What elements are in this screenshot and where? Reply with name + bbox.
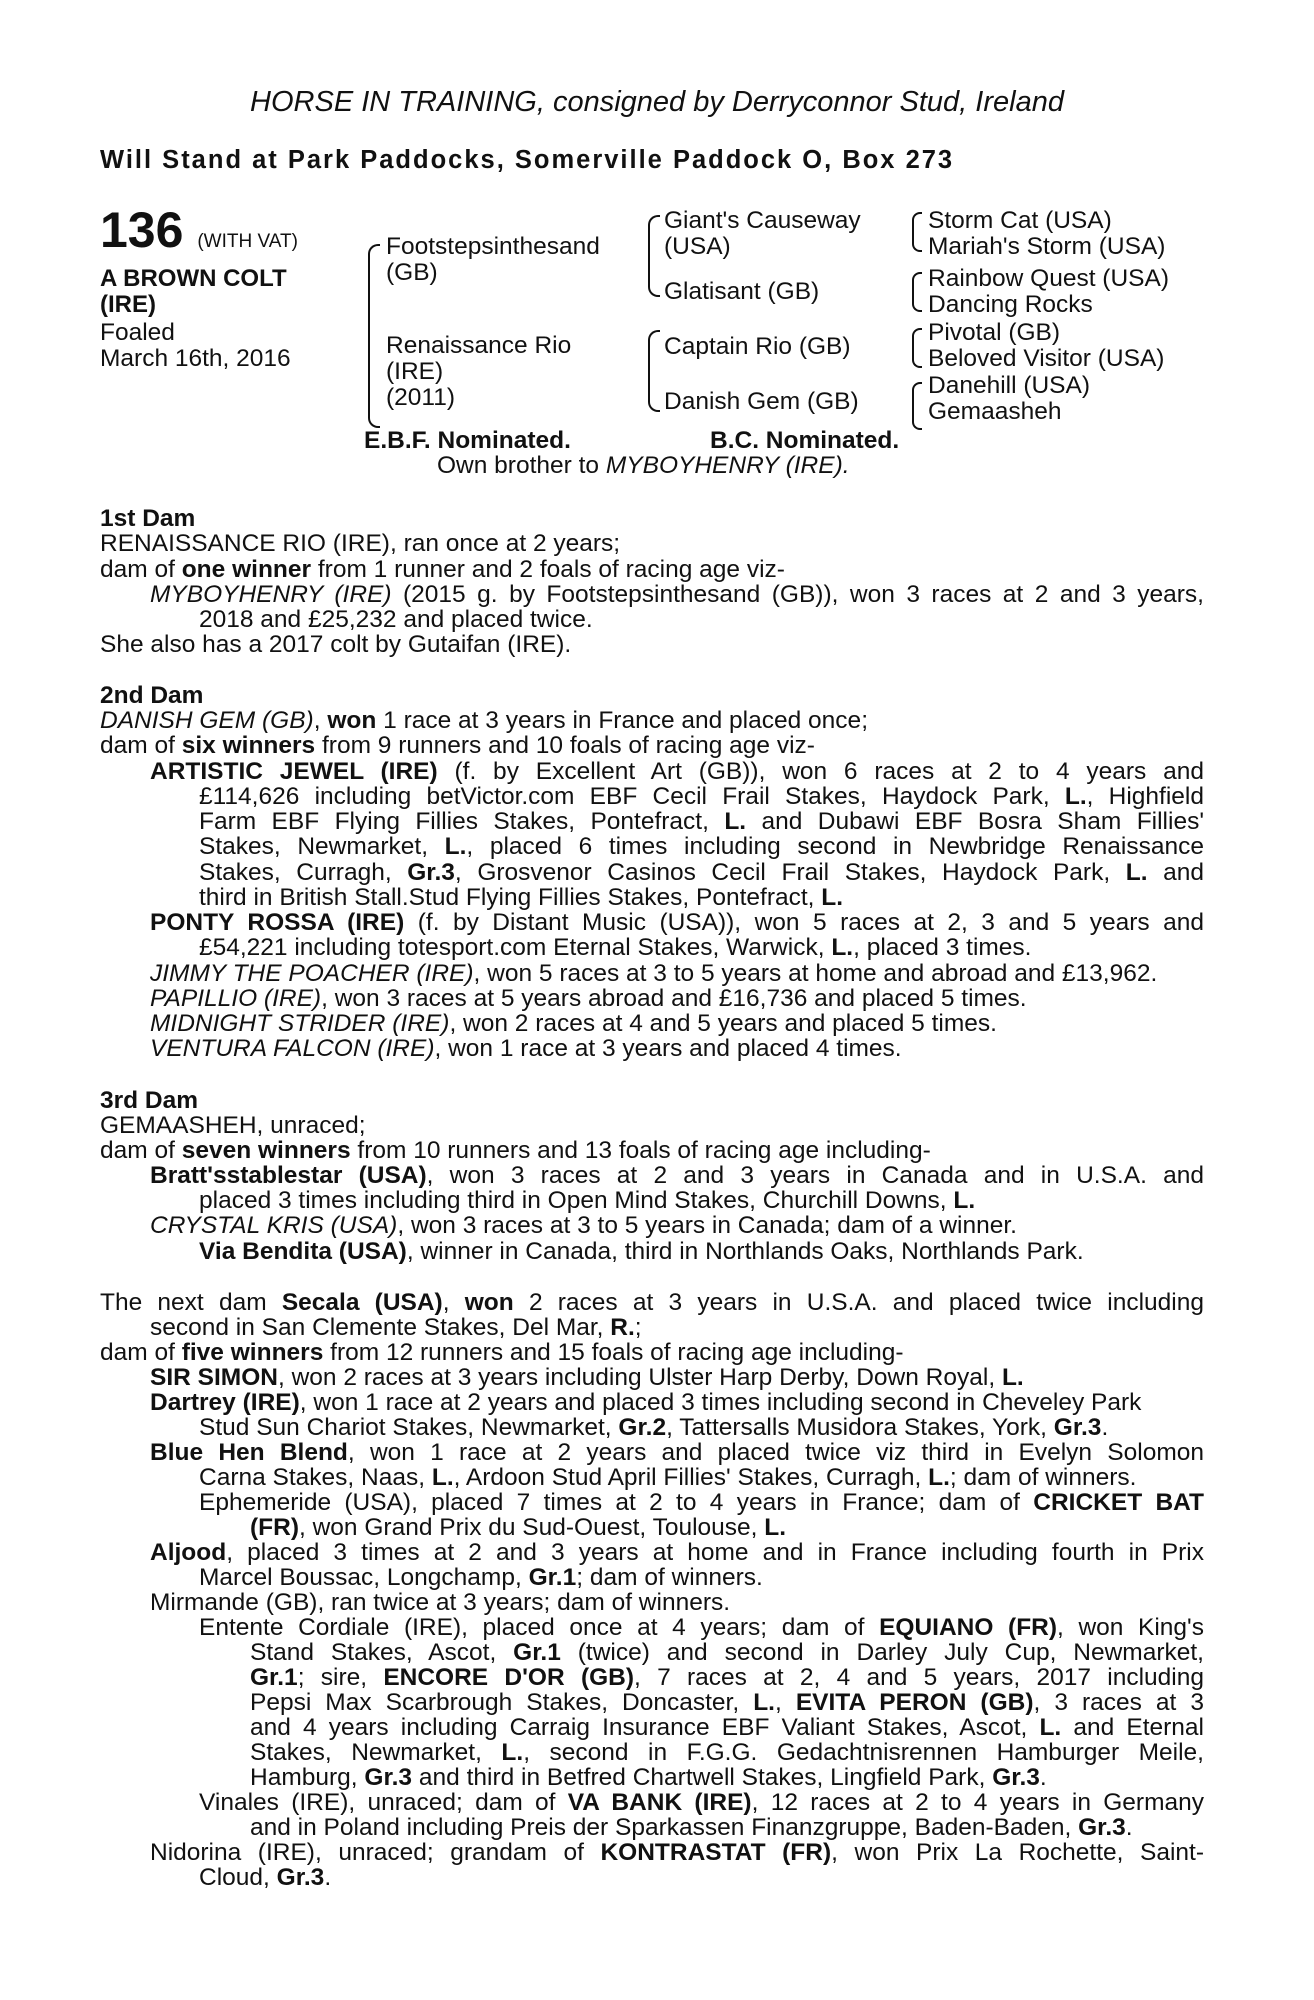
next-dam-winner-line: (FR), won Grand Prix du Sud-Ouest, Toulouse, L. (250, 1514, 787, 1541)
dam2-winner-line: Stakes, Curragh, Gr.3, Grosvenor Casinos Cecil Frail Stakes, Haydock Park, L. and (199, 859, 1204, 886)
next-dam-winner-line: Marcel Boussac, Longchamp, Gr.1; dam of winners. (199, 1564, 763, 1591)
dam3-line: GEMAASHEH, unraced; (100, 1112, 366, 1139)
pedigree-dss: Pivotal (GB) (928, 319, 1061, 346)
next-dam-winner-line: Hamburg, Gr.3 and third in Betfred Chartwell Stakes, Lingfield Park, Gr.3. (250, 1764, 1047, 1791)
next-dam-winner-line: Nidorina (IRE), unraced; grandam of KONTRASTAT (FR), won Prix La Rochette, Saint- (150, 1839, 1204, 1866)
pedigree-brace-dd (912, 382, 922, 430)
foaled-label: Foaled (100, 319, 175, 346)
section-1st-dam-heading: 1st Dam (100, 505, 196, 532)
next-dam-winner-line: Stand Stakes, Ascot, Gr.1 (twice) and second in Darley July Cup, Newmarket, (250, 1639, 1204, 1666)
next-dam-winner-line: Stud Sun Chariot Stakes, Newmarket, Gr.2, Tattersalls Musidora Stakes, York, Gr.3. (199, 1414, 1109, 1441)
section-2nd-dam-heading: 2nd Dam (100, 682, 204, 709)
dam3-winner-line: placed 3 times including third in Open Mind Stakes, Churchill Downs, L. (199, 1187, 976, 1214)
next-dam-line: The next dam Secala (USA), won 2 races at 3 years in U.S.A. and placed twice including (100, 1289, 1204, 1316)
page-subtitle: Will Stand at Park Paddocks, Somerville Paddock O, Box 273 (100, 146, 955, 174)
next-dam-winner-line: and 4 years including Carraig Insurance EBF Valiant Stakes, Ascot, L. and Eternal (250, 1714, 1205, 1741)
next-dam-winner-line: Ephemeride (USA), placed 7 times at 2 to 4 years in France; dam of CRICKET BAT (199, 1489, 1204, 1516)
pedigree-brace-dam (648, 330, 660, 412)
dam1-line: RENAISSANCE RIO (IRE), ran once at 2 years; (100, 530, 621, 557)
next-dam-line: dam of five winners from 12 runners and 15 foals of racing age including- (100, 1339, 904, 1366)
pedigree-ssd: Mariah's Storm (USA) (928, 233, 1166, 260)
pedigree-dd: Danish Gem (GB) (664, 388, 859, 415)
dam3-winner-line: Bratt'sstablestar (USA), won 3 races at 2 and 3 years in Canada and in U.S.A. and (150, 1162, 1204, 1189)
next-dam-winner-line: Gr.1; sire, ENCORE D'OR (GB), 7 races at 2, 4 and 5 years, 2017 including (250, 1664, 1204, 1691)
pedigree-sire: Footstepsinthesand (386, 233, 600, 260)
pedigree-dam-year: (2011) (386, 384, 456, 411)
pedigree-ddd: Gemaasheh (928, 398, 1062, 425)
lot-number: 136 (100, 202, 184, 258)
pedigree-dam: Renaissance Rio (386, 332, 572, 359)
dam2-winner-line: PAPILLIO (IRE), won 3 races at 5 years abroad and £16,736 and placed 5 times. (150, 985, 1027, 1012)
dam2-winner-line: PONTY ROSSA (IRE) (f. by Distant Music (USA)), won 5 races at 2, 3 and 5 years and (150, 909, 1204, 936)
dam2-winner-line: third in British Stall.Stud Flying Fillies Stakes, Pontefract, L. (199, 884, 844, 911)
pedigree-dam-country: (IRE) (386, 358, 444, 385)
pedigree-ds: Captain Rio (GB) (664, 333, 851, 360)
pedigree-sss: Storm Cat (USA) (928, 207, 1112, 234)
dam3-line: dam of seven winners from 10 runners and 13 foals of racing age including- (100, 1137, 931, 1164)
dam2-winner-line: VENTURA FALCON (IRE), won 1 race at 3 years and placed 4 times. (150, 1035, 902, 1062)
next-dam-winner-line: Entente Cordiale (IRE), placed once at 4 years; dam of EQUIANO (FR), won King's (199, 1614, 1204, 1641)
dam2-winner-line: Stakes, Newmarket, L., placed 6 times including second in Newbridge Renaissance (199, 833, 1204, 860)
lot-description-country: (IRE) (100, 291, 156, 318)
dam3-winner-line: CRYSTAL KRIS (USA), won 3 races at 3 to 5 years in Canada; dam of a winner. (150, 1212, 1017, 1239)
dam1-winner-line: MYBOYHENRY (IRE) (2015 g. by Footstepsinthesand (GB)), won 3 races at 2 and 3 years, (150, 581, 1204, 608)
pedigree-sire-country: (GB) (386, 259, 438, 286)
pedigree-brace-sire (648, 215, 660, 297)
next-dam-winner-line: Cloud, Gr.3. (199, 1864, 332, 1891)
pedigree-dsd: Beloved Visitor (USA) (928, 345, 1165, 372)
next-dam-winner-line: Pepsi Max Scarbrough Stakes, Doncaster, L., EVITA PERON (GB), 3 races at 3 (250, 1689, 1204, 1716)
next-dam-winner-line: Mirmande (GB), ran twice at 3 years; dam of winners. (150, 1589, 731, 1616)
dam1-line: She also has a 2017 colt by Gutaifan (IRE). (100, 631, 572, 658)
foaled-date: March 16th, 2016 (100, 345, 291, 372)
dam2-winner-line: ARTISTIC JEWEL (IRE) (f. by Excellent Art (GB)), won 6 races at 2 to 4 years and (150, 758, 1204, 785)
pedigree-ss-country: (USA) (664, 233, 731, 260)
dam2-winner-line: Farm EBF Flying Fillies Stakes, Pontefract, L. and Dubawi EBF Bosra Sham Fillies' (199, 808, 1204, 835)
lot-number-block (100, 202, 298, 267)
dam2-winner-line: JIMMY THE POACHER (IRE), won 5 races at 3 to 5 years at home and abroad and £13,962. (150, 960, 1158, 987)
pedigree-brace-ds (912, 328, 922, 368)
dam2-line: DANISH GEM (GB), won 1 race at 3 years in France and placed once; (100, 707, 868, 734)
next-dam-winner-line: Aljood, placed 3 times at 2 and 3 years at home and in France including fourth in Prix (150, 1539, 1204, 1566)
dam1-winner-line: 2018 and £25,232 and placed twice. (199, 606, 593, 633)
pedigree-sds: Rainbow Quest (USA) (928, 265, 1170, 292)
page-title: HORSE IN TRAINING, consigned by Derryconnor Stud, Ireland (250, 86, 1064, 118)
next-dam-winner-line: Carna Stakes, Naas, L., Ardoon Stud April Fillies' Stakes, Curragh, L.; dam of winners. (199, 1464, 1137, 1491)
pedigree-ss: Giant's Causeway (664, 207, 861, 234)
dam2-line: dam of six winners from 9 runners and 10 foals of racing age viz- (100, 732, 815, 759)
next-dam-winner-line: Dartrey (IRE), won 1 race at 2 years and placed 3 times including second in Cheveley Park (150, 1389, 1142, 1416)
dam2-winner-line: £54,221 including totesport.com Eternal Stakes, Warwick, L., placed 3 times. (199, 934, 1032, 961)
dam2-winner-line: MIDNIGHT STRIDER (IRE), won 2 races at 4 and 5 years and placed 5 times. (150, 1010, 997, 1037)
pedigree-dds: Danehill (USA) (928, 372, 1091, 399)
dam2-winner-line: £114,626 including betVictor.com EBF Cecil Frail Stakes, Haydock Park, L., Highfield (199, 783, 1204, 810)
lot-vat: (WITH VAT) (197, 231, 298, 252)
next-dam-winner-line: Vinales (IRE), unraced; dam of VA BANK (IRE), 12 races at 2 to 4 years in Germany (199, 1789, 1205, 1816)
next-dam-winner-line: Blue Hen Blend, won 1 race at 2 years and placed twice viz third in Evelyn Solomon (150, 1439, 1204, 1466)
pedigree-brace-ss (912, 212, 922, 252)
dam1-line: dam of one winner from 1 runner and 2 foals of racing age viz- (100, 556, 785, 583)
pedigree-brace-sd (912, 272, 922, 312)
own-brother-note: Own brother to MYBOYHENRY (IRE). (437, 452, 850, 479)
dam3-winner-line: Via Bendita (USA), winner in Canada, third in Northlands Oaks, Northlands Park. (199, 1238, 1084, 1265)
pedigree-brace-gen1 (368, 244, 380, 428)
pedigree-sdd: Dancing Rocks (928, 291, 1093, 318)
section-3rd-dam-heading: 3rd Dam (100, 1087, 199, 1114)
next-dam-line: second in San Clemente Stakes, Del Mar, R.; (150, 1314, 642, 1341)
next-dam-winner-line: and in Poland including Preis der Sparkassen Finanzgruppe, Baden-Baden, Gr.3. (250, 1814, 1133, 1841)
pedigree-sd: Glatisant (GB) (664, 278, 820, 305)
ebf-nominated: E.B.F. Nominated. (364, 427, 571, 454)
lot-description: A BROWN COLT (100, 265, 287, 292)
bc-nominated: B.C. Nominated. (710, 427, 900, 454)
next-dam-winner-line: Stakes, Newmarket, L., second in F.G.G. Gedachtnisrennen Hamburger Meile, (250, 1739, 1204, 1766)
next-dam-winner-line: SIR SIMON, won 2 races at 3 years including Ulster Harp Derby, Down Royal, L. (150, 1364, 1024, 1391)
